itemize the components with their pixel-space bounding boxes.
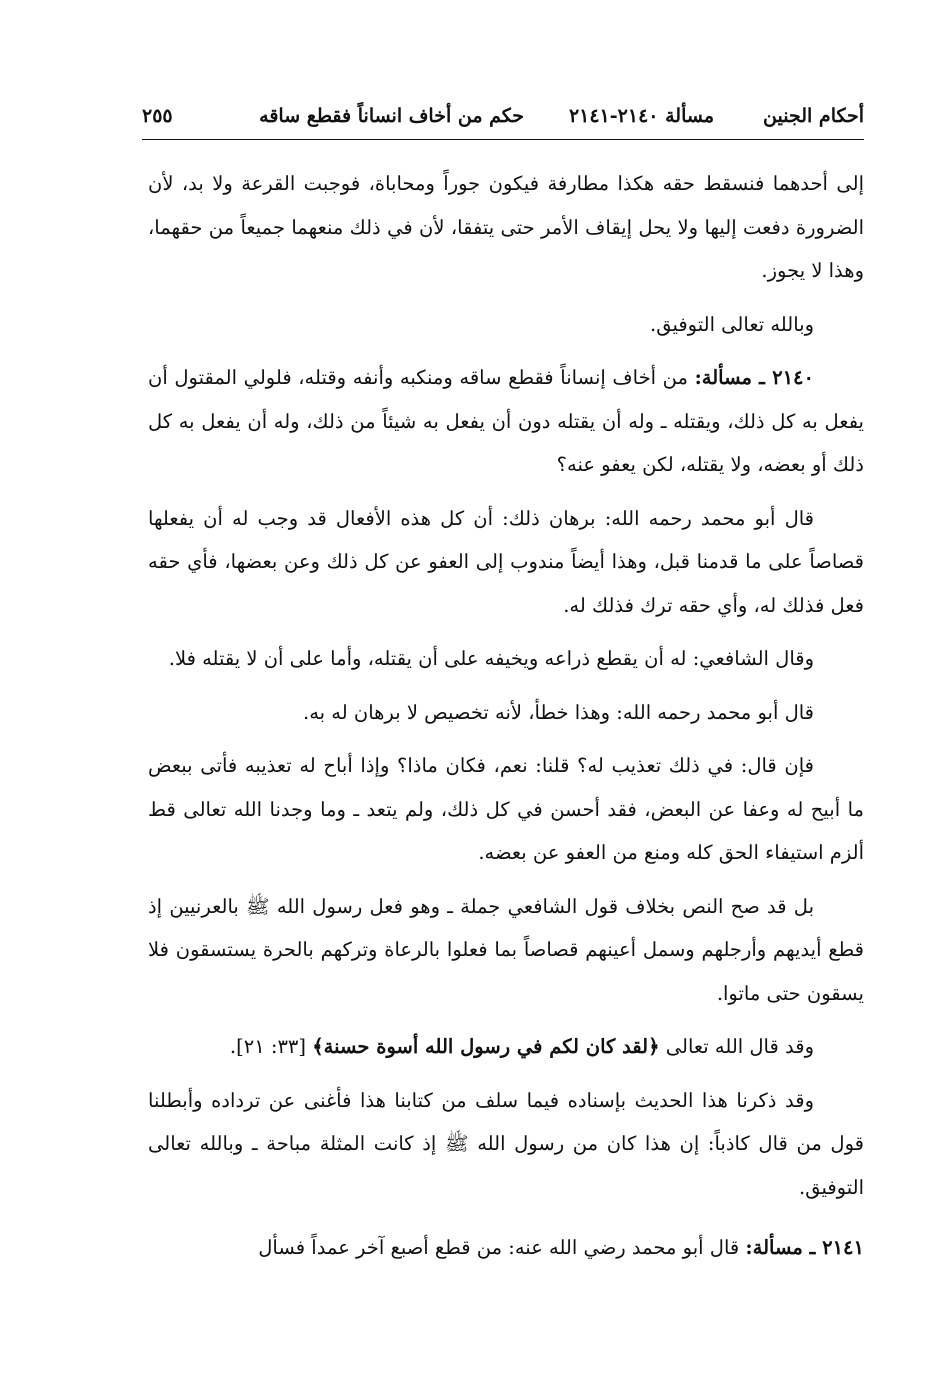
verse-intro: وقد قال الله تعالى bbox=[659, 1035, 814, 1058]
issue-text: قال أبو محمد رضي الله عنه: من قطع أصبع آخر عمداً فسأل bbox=[258, 1236, 746, 1259]
paragraph: قال أبو محمد رحمه الله: وهذا خطأ، لأنه تخصيص لا برهان له به. bbox=[303, 700, 814, 724]
page-body bbox=[148, 162, 864, 1219]
issue-number-label: ٢١٤١ ـ مسألة: bbox=[745, 1236, 864, 1259]
quran-verse: ﴿لقد كان لكم في رسول الله أسوة حسنة﴾ bbox=[312, 1035, 660, 1058]
paragraph: بل قد صح النص بخلاف قول الشافعي جملة ـ وهو فعل رسول الله ﷺ بالعرنيين إذ قطع أيديهم وأرجلهم وسمل أعينهم قصاصاً بما فعلوا بالرعاة وتركهم بالحرة يستسقون فلا يسقون حتى ماتوا. bbox=[148, 894, 864, 1005]
paragraph: قال أبو محمد رحمه الله: برهان ذلك: أن كل هذه الأفعال قد وجب له أن يفعلها قصاصاً على ما قدمنا قبل، وهذا أيضاً مندوب إلى العفو عن كل ذلك وعن بعضها، فأي حقه فعل فذلك له، وأي حقه ترك فذلك له. bbox=[148, 506, 864, 617]
paragraph bbox=[148, 1226, 864, 1269]
paragraph: وقال الشافعي: له أن يقطع ذراعه ويخيفه على أن يقتله، وأما على أن لا يقتله فلا. bbox=[168, 647, 814, 670]
issue-text: من أخاف إنساناً فقطع ساقه ومنكبه وأنفه وقتله، فلولي المقتول أن يفعل به كل ذلك، ويقتله ـ وله أن يقتله دون أن يفعل به شيئاً من ذلك، وله أن يفعل به كل ذلك أو بعضه، ولا يقتله، لكن يعفو عنه؟ bbox=[148, 366, 864, 476]
paragraph: وقد ذكرنا هذا الحديث بإسناده فيما سلف من كتابنا هذا فأغنى عن ترداده وأبطلنا قول من قال كاذباً: إن هذا كان من رسول الله ﷺ إذ كانت المثلة مباحة ـ وبالله تعالى التوفيق. bbox=[148, 1088, 864, 1199]
ruling-title: حكم من أخاف انساناً فقطع ساقه bbox=[259, 105, 524, 127]
paragraph: فإن قال: في ذلك تعذيب له؟ قلنا: نعم، فكان ماذا؟ وإذا أباح له تعذيبه فأتى ببعض ما أبيح له وعفا عن البعض، فقد أحسن في كل ذلك، ولم يتعد ـ وما وجدنا الله تعالى قط ألزم استيفاء الحق كله ومنع من العفو عن بعضه. bbox=[148, 754, 864, 864]
issue-number-label: ٢١٤٠ ـ مسألة: bbox=[694, 366, 814, 389]
header-rule bbox=[142, 139, 864, 140]
paragraph: وبالله تعالى التوفيق. bbox=[650, 312, 814, 336]
paragraph: إلى أحدهما فنسقط حقه هكذا مطارفة فيكون جوراً ومحاباة، فوجبت القرعة ولا بد، لأن الضرورة دفعت إليها ولا يحل إيقاف الأمر حتى يتفقا، لأن في ذلك منعهما جميعاً من حقهما، وهذا لا يجوز. bbox=[148, 172, 864, 282]
running-header bbox=[142, 103, 864, 137]
paragraph bbox=[148, 1025, 864, 1069]
verse-reference: [٣٣: ٢١]. bbox=[229, 1035, 313, 1058]
book-title: أحكام الجنين bbox=[763, 105, 864, 127]
issue-range: مسألة ٢١٤٠-٢١٤١ bbox=[568, 105, 714, 127]
page-number: ٢٥٥ bbox=[142, 105, 173, 127]
paragraph bbox=[148, 356, 864, 487]
